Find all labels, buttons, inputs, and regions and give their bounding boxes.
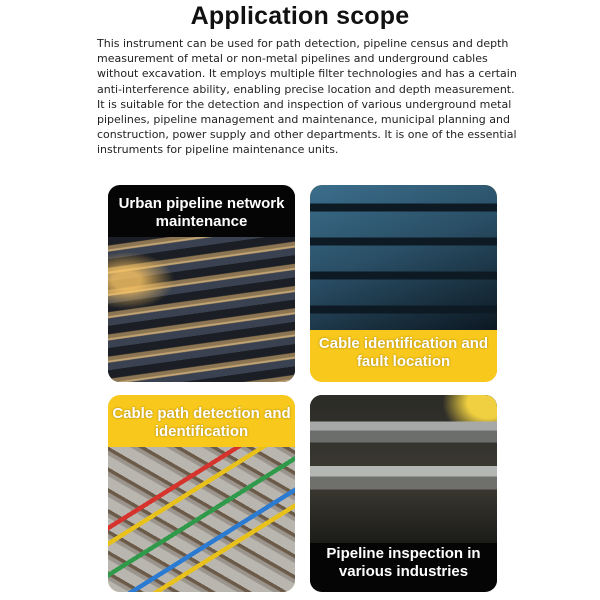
card-label: Cable identification and fault location [310,335,497,377]
industrial-pipes-image [310,395,497,543]
description-paragraph: This instrument can be used for path detection, pipeline census and depth measurement of metal or non-metal pipelines and underground cables without excavation. It employs multiple filter technologies and has a certain anti-interference ability, enabling precise location and depth measurement. It is suitable for the detection and inspection of various underground metal pipelines, pipeline management and maintenance, municipal planning and construction, power supply and other departments. It is one of the essential instruments for pipeline maintenance units. [97,37,517,157]
card-pipeline-inspection [310,395,497,592]
cable-tunnel-image [310,185,497,330]
card-label: Pipeline inspection in various industries [310,545,497,589]
card-label: Urban pipeline network maintenance [108,193,295,243]
page-title: Application scope [190,2,410,30]
card-label: Cable path detection and identification [108,405,295,445]
card-urban-pipeline [108,185,295,382]
underground-cables-image [108,447,295,592]
card-cable-identification [310,185,497,382]
pipeline-tunnel-image [108,237,295,382]
card-cable-path-detection [108,395,295,592]
